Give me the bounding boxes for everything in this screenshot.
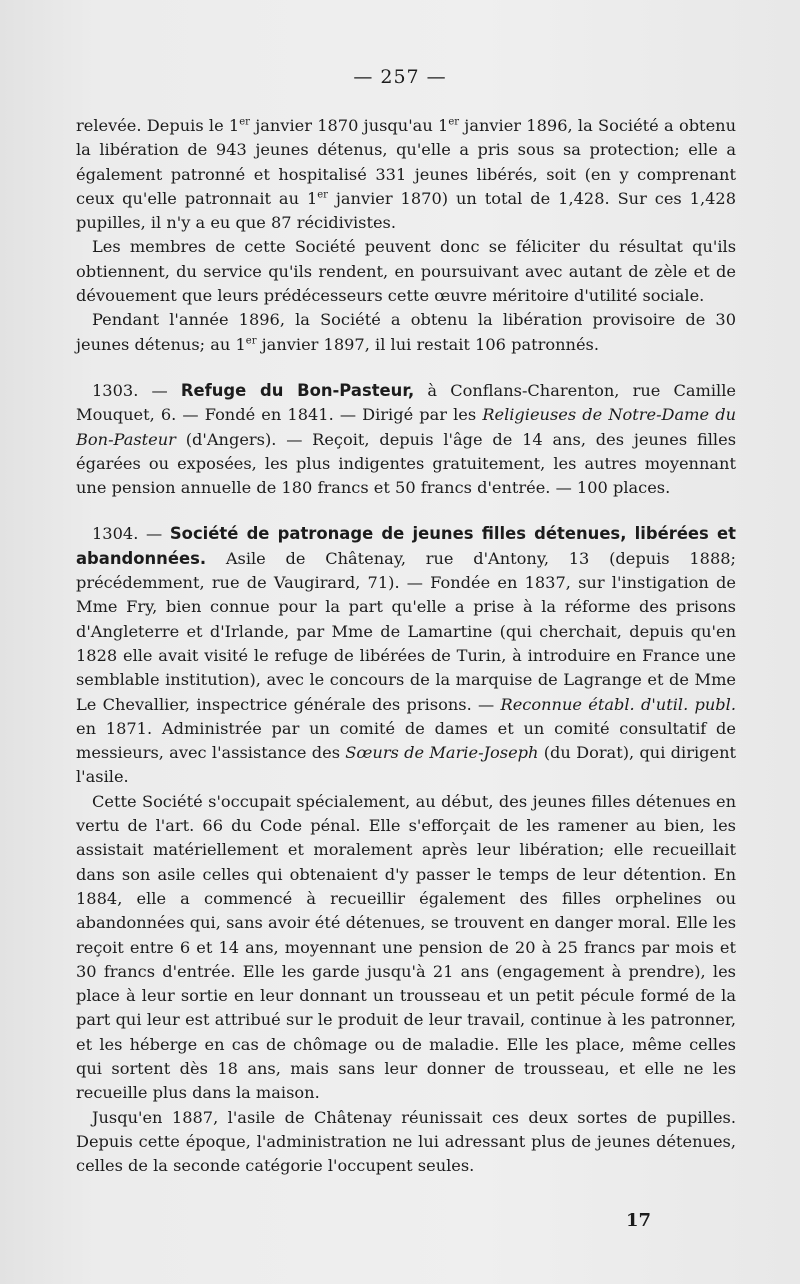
superscript: er [245,335,257,347]
italic-run: Reconnue établ. d'util. publ. [500,694,736,714]
paragraph-7: Jusqu'en 1887, l'asile de Châtenay réunissait ces deux sortes de pupilles. Depuis cette époque, l'administration ne lui adressant plus de jeunes détenues, celles de la seconde catégorie l'occupent seules. [76,1107,736,1176]
italic-run: Sœurs de Marie-Joseph [345,743,539,763]
entry-number: 1303. — [92,380,181,400]
superscript: er [448,116,460,128]
text-run: (du Dorat), qui dirigent l'asile. [76,743,737,787]
entry-1304 [76,522,736,789]
entry-title: Refuge du Bon-Pasteur, [180,380,415,400]
entry-1303 [76,379,736,500]
text-run: janvier 1870 jusqu'au 1 [249,116,449,135]
text-run: janvier 1896, la Société a obtenu la libération de 943 jeunes détenus, qu'elle a pris sous sa protection; elle a également patronné et hospitalisé 331 jeunes libérés, soit (en y comprenant ceux qu'elle patronnait au 1 [76,116,736,208]
paragraph-2: Les membres de cette Société peuvent donc se féliciter du résultat qu'ils obtiennent, du service qu'ils rendent, en poursuivant avec autant de zèle et de dévouement que leurs prédécesseurs cette œuvre méritoire d'utilité sociale. [76,237,736,306]
superscript: er [317,189,328,201]
text-run: (d'Angers). — Reçoit, depuis l'âge de 14 ans, des jeunes filles égarées ou exposées, les plus indigentes gratuitement, les autres moyennant une pension annuelle de 180 francs et 50 francs d'entrée. — 100 places. [76,429,736,498]
entry-number: 1304. — [92,524,170,544]
paragraph-6: Cette Société s'occupait spécialement, au début, des jeunes filles détenues en vertu de l'art. 66 du Code pénal. Elle s'efforçait de les ramener au bien, les assistait matériellement et moralement après leur libération; elle recueillait dans son asile celles qui obtenaient d'y passer le temps de leur détention. En 1884, elle a commencé à recueillir également des filles orphelines ou abandonnées qui, sans avoir été détenues, se trouvent en danger moral. Elle les reçoit entre 6 et 14 ans, moyennant une pension de 20 à 25 francs par mois et 30 francs d'entrée. Elle les garde jusqu'à 21 ans (engagement à prendre), les place à leur sortie en leur donnant un trousseau et un petit pécule formé de la part qui leur est attribué sur le produit de leur travail, continue à les patronner, et les héberge en cas de chômage ou de maladie. Elle les place, même celles qui sortent dès 18 ans, mais sans leur donner de trousseau, et elle ne les recueille plus dans la maison. [76,791,736,1103]
text-run: en 1871. Administrée par un comité de dames et un comité consultatif de messieurs, avec l'assistance des [76,718,736,763]
signature-mark: 17 [626,1210,652,1231]
text-run: Asile de Châtenay, rue d'Antony, 13 (depuis 1888; précédemment, rue de Vaugirard, 71). — Fondée en 1837, sur l'instigation de Mme Fry, bien connue pour la part qu'elle a prise à la réforme des prisons d'Angleterre et d'Irlande, par Mme de Lamartine (qui cherchait, depuis qu'en 1828 elle avait visité le refuge de libérées de Turin, à introduire en France une semblable institution), avec le concours de la marquise de Lagrange et de Mme Le Chevallier, inspectrice générale des prisons. — [76,548,736,714]
entry-title: Société de patronage de jeunes filles détenues, libérées et abandonnées. [76,524,736,568]
italic-run: Religieuses de Notre-Dame du Bon-Pasteur [76,405,736,449]
paragraph-3 [76,308,736,357]
text-run: Pendant l'année 1896, la Société a obtenu la libération provisoire de 30 jeunes détenus; au 1 [76,310,736,354]
text-run: janvier 1897, il lui restait 106 patronnés. [256,334,599,354]
superscript: er [239,116,250,128]
text-run: relevée. Depuis le 1 [76,116,240,135]
page-number: — 257 — [353,66,447,88]
paragraph-1 [76,114,736,235]
page-body [76,114,736,1178]
text-run: janvier 1870) un total de 1,428. Sur ces 1,428 pupilles, il n'y a eu que 87 récidivistes. [76,188,736,233]
text-run: à Conflans-Charenton, rue Camille Mouquet, 6. — Fondé en 1841. — Dirigé par les [76,380,736,425]
